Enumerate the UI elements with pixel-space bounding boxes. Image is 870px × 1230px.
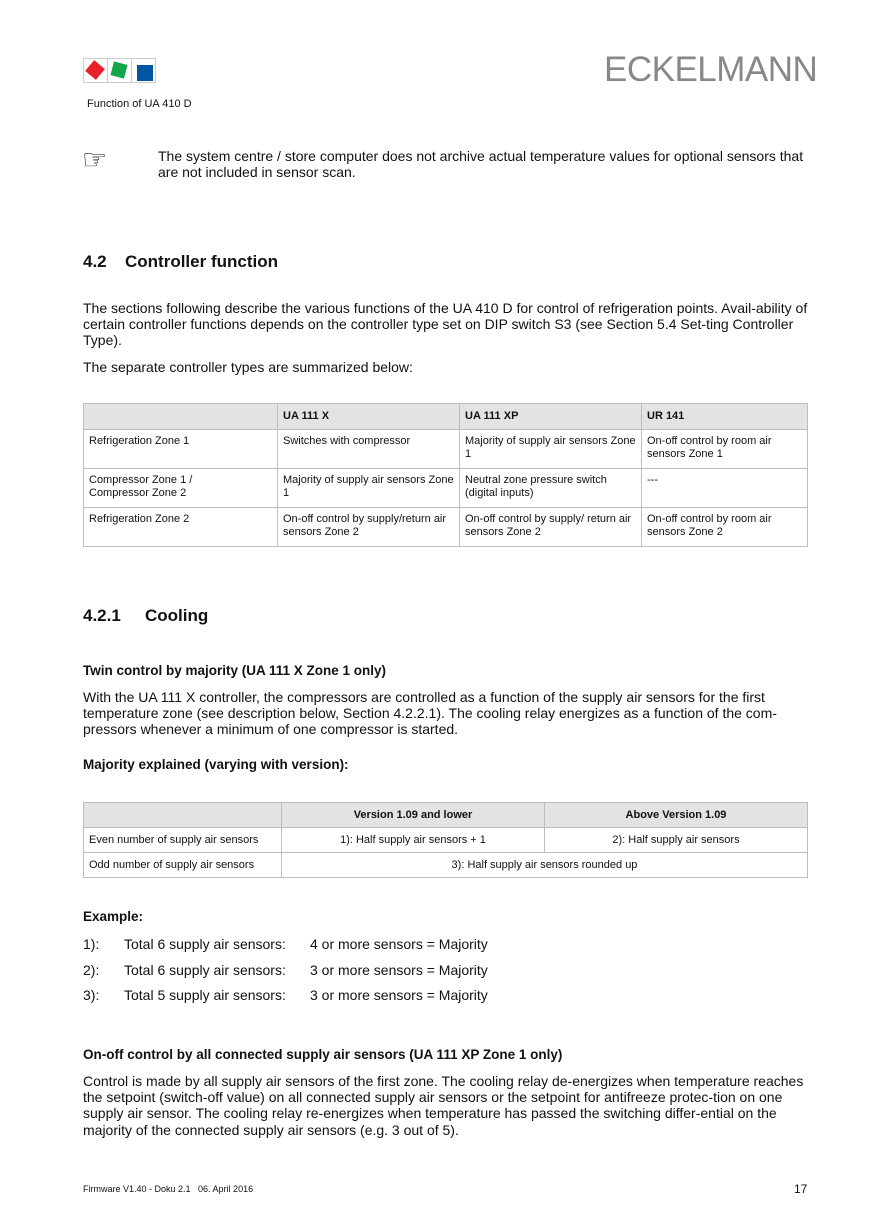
table-cell: Even number of supply air sensors <box>84 828 282 853</box>
header-cell: UR 141 <box>642 404 808 430</box>
example-label: 1): <box>83 936 100 952</box>
header-cell: UA 111 XP <box>460 404 642 430</box>
example-total: Total 6 supply air sensors: <box>124 962 286 978</box>
subheading: Example: <box>83 909 144 924</box>
header-cell <box>84 803 282 828</box>
majority-table <box>83 802 808 878</box>
table-cell: 2): Half supply air sensors <box>545 828 808 853</box>
table-row <box>84 508 808 547</box>
brand-name: ECKELMANN <box>604 50 818 89</box>
table-cell: Compressor Zone 1 / Compressor Zone 2 <box>84 469 278 508</box>
section-heading-4-2-1: 4.2.1 Cooling <box>83 606 209 625</box>
paragraph: Control is made by all supply air sensors of the first zone. The cooling relay de-energizes when temperature reaches the setpoint (switch-off value) on all connected supply air sensors or the setpoint for antifreeze protec-tion on one supply air sensor. The cooling relay re-energizes when temperature has passed the switching differ-ential on the majority of the connected supply air sensors (e.g. 3 out of 5). <box>83 1073 804 1138</box>
paragraph: The sections following describe the various functions of the UA 410 D for control of refrigeration points. Avail-ability of certain controller functions depends on the controller type set on DIP switch S3 (see Section 5.4 Set-ting Controller Type). <box>83 300 808 349</box>
table-cell: On-off control by supply/ return air sensors Zone 2 <box>460 508 642 547</box>
table-cell: Refrigeration Zone 1 <box>84 430 278 469</box>
header-cell: UA 111 X <box>278 404 460 430</box>
table-row <box>84 853 808 878</box>
subheading: Majority explained (varying with version): <box>83 757 349 772</box>
footer-info: Firmware V1.40 - Doku 2.1 06. April 2016 <box>83 1184 254 1194</box>
paragraph: With the UA 111 X controller, the compressors are controlled as a function of the supply air sensors for the first temperature zone (see description below, Section 4.2.2.1). The cooling relay energizes as a function of the com-pressors whenever a minimum of one compressor is started. <box>83 689 777 738</box>
example-label: 2): <box>83 962 100 978</box>
subheading: On-off control by all connected supply air sensors (UA 111 XP Zone 1 only) <box>83 1047 563 1062</box>
table-cell: Switches with compressor <box>278 430 460 469</box>
example-total: Total 5 supply air sensors: <box>124 987 286 1003</box>
table-row <box>84 430 808 469</box>
table-cell: Odd number of supply air sensors <box>84 853 282 878</box>
header-cell: Version 1.09 and lower <box>282 803 545 828</box>
header-cell <box>84 404 278 430</box>
table-cell: Majority of supply air sensors Zone 1 <box>278 469 460 508</box>
header-cell: Above Version 1.09 <box>545 803 808 828</box>
example-result: 3 or more sensors = Majority <box>310 987 488 1003</box>
table-cell: 1): Half supply air sensors + 1 <box>282 828 545 853</box>
paragraph: The separate controller types are summarized below: <box>83 359 413 375</box>
controller-types-table <box>83 403 808 547</box>
example-total: Total 6 supply air sensors: <box>124 936 286 952</box>
table-header-row <box>84 404 808 430</box>
pointing-hand-icon: ☞ <box>82 144 108 175</box>
table-row <box>84 469 808 508</box>
subheading: Twin control by majority (UA 111 X Zone 1 only) <box>83 663 387 678</box>
page-number: 17 <box>794 1182 808 1196</box>
example-result: 3 or more sensors = Majority <box>310 962 488 978</box>
table-cell: Majority of supply air sensors Zone 1 <box>460 430 642 469</box>
section-heading-4-2: 4.2 Controller function <box>83 252 278 271</box>
running-header: Function of UA 410 D <box>87 98 192 110</box>
example-label: 3): <box>83 987 100 1003</box>
table-cell: Neutral zone pressure switch (digital inputs) <box>460 469 642 508</box>
table-header-row <box>84 803 808 828</box>
table-cell: On-off control by supply/return air sensors Zone 2 <box>278 508 460 547</box>
note-text: The system centre / store computer does not archive actual temperature values for optional sensors that are not included in sensor scan. <box>158 148 804 181</box>
table-cell: On-off control by room air sensors Zone 2 <box>642 508 808 547</box>
example-result: 4 or more sensors = Majority <box>310 936 488 952</box>
company-logo <box>83 58 157 83</box>
table-cell: Refrigeration Zone 2 <box>84 508 278 547</box>
table-cell: On-off control by room air sensors Zone 1 <box>642 430 808 469</box>
table-cell: --- <box>642 469 808 508</box>
table-row <box>84 828 808 853</box>
table-cell: 3): Half supply air sensors rounded up <box>282 853 808 878</box>
